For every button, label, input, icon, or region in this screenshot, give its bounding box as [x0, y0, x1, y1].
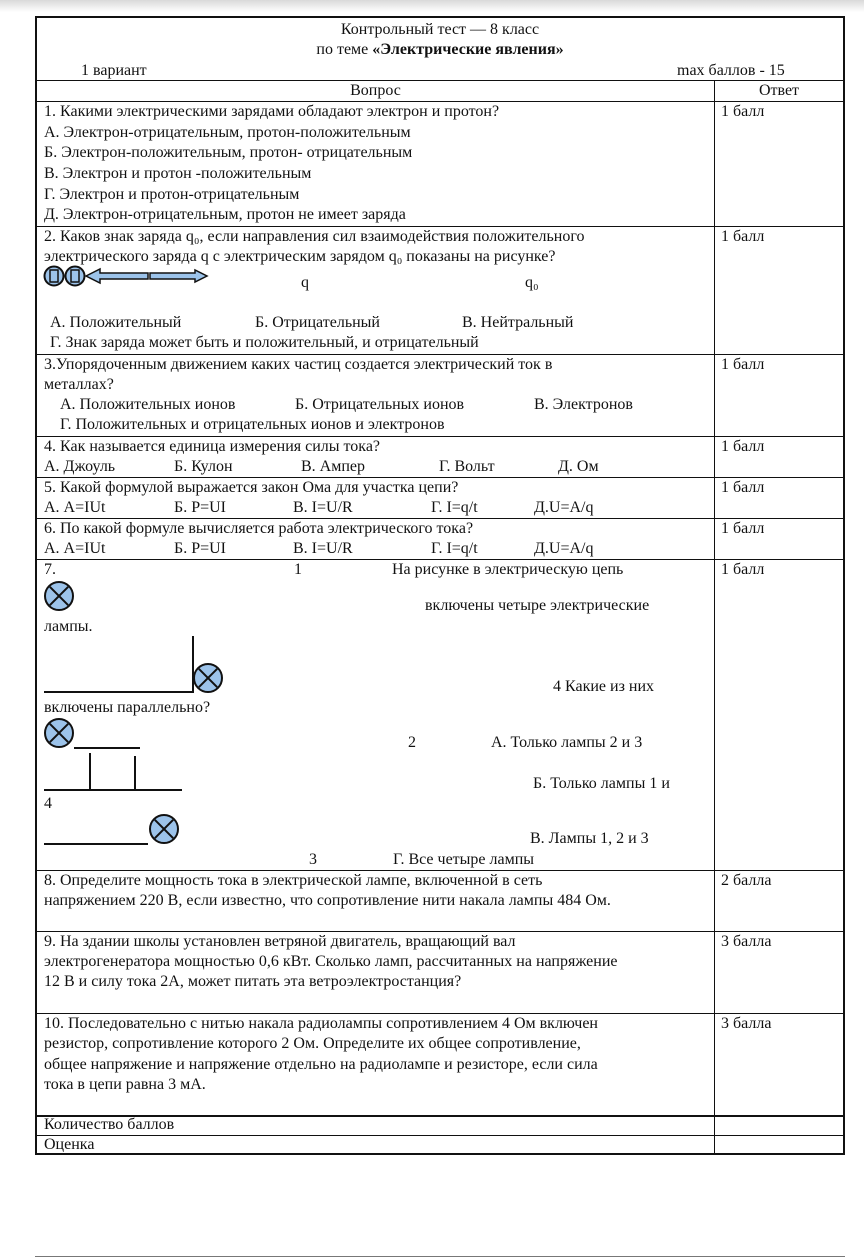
question-10-line-4: тока в цепи равна 3 мА. — [44, 1076, 206, 1093]
circuit-wire — [89, 753, 91, 789]
topic-prefix: по теме — [316, 41, 373, 58]
question-6-text: 6. По какой формуле вычисляется работа электрического тока? — [44, 520, 474, 537]
total-score-label: Количество баллов — [44, 1116, 175, 1133]
question-4-option-e: Д. Ом — [558, 458, 599, 475]
column-divider — [714, 80, 715, 1153]
divider — [37, 1135, 843, 1136]
question-2-line-2: электрического заряда q с электрическим зарядом q₀ показаны на рисунке? — [44, 248, 556, 265]
question-3-line-1: 3.Упорядоченным движением каких частиц создается электрический ток в — [44, 356, 553, 373]
question-2-option-c: В. Нейтральный — [462, 314, 574, 331]
question-7-number: 7. — [44, 561, 56, 578]
question-5-score: 1 балл — [721, 479, 765, 496]
question-1-text: 1. Какими электрическими зарядами обладают электрон и протон? — [44, 103, 500, 120]
question-9-line-2: электрогенератора мощностью 0,6 кВт. Сколько ламп, рассчитанных на напряжение — [44, 953, 618, 970]
question-5-text: 5. Какой формулой выражается закон Ома для участка цепи? — [44, 479, 459, 496]
question-4-score: 1 балл — [721, 438, 765, 455]
question-4-option-a: А. Джоуль — [44, 458, 116, 475]
question-5-option-c: В. I=U/R — [293, 499, 353, 516]
circuit-wire — [44, 843, 148, 845]
question-2-option-d: Г. Знак заряда может быть и положительный, и отрицательный — [50, 334, 479, 351]
circuit-wire — [74, 747, 140, 749]
question-2-option-b: Б. Отрицательный — [255, 314, 380, 331]
question-7-score: 1 балл — [721, 561, 765, 578]
question-8-line-1: 8. Определите мощность тока в электрической лампе, включенной в сеть — [44, 872, 543, 889]
question-4-option-d: Г. Вольт — [439, 458, 495, 475]
question-3-option-b: Б. Отрицательных ионов — [295, 396, 465, 413]
variant-label: 1 вариант — [81, 62, 147, 79]
question-7-option-d: Г. Все четыре лампы — [393, 851, 535, 868]
column-header-question: Вопрос — [350, 82, 401, 99]
question-3-option-d: Г. Положительных и отрицательных ионов и электронов — [60, 416, 445, 433]
column-header-answer: Ответ — [758, 82, 800, 99]
lamp-2-icon — [44, 718, 74, 748]
question-6-option-c: В. I=U/R — [293, 540, 353, 557]
test-topic — [37, 40, 843, 61]
question-7-text-2: включены четыре электрические — [425, 597, 650, 614]
question-3-option-a: А. Положительных ионов — [60, 396, 236, 413]
page-top-shadow — [0, 0, 864, 12]
question-3-option-c: В. Электронов — [534, 396, 633, 413]
question-8-line-2: напряжением 220 В, если известно, что сопротивление нити накала лампы 484 Ом. — [44, 892, 611, 909]
test-table — [35, 16, 845, 1155]
question-2-score: 1 балл — [721, 228, 765, 245]
question-7-option-a: А. Только лампы 2 и 3 — [491, 734, 643, 751]
question-10-line-2: резистор, сопротивление которого 2 Ом. Определите их общее сопротивление, — [44, 1035, 581, 1052]
question-6-option-a: А. A=IUt — [44, 540, 106, 557]
question-4-text: 4. Как называется единица измерения силы тока? — [44, 438, 381, 455]
question-7-option-c: В. Лампы 1, 2 и 3 — [530, 830, 649, 847]
circuit-wire — [134, 756, 136, 789]
question-6-option-d: Г. I=q/t — [431, 540, 478, 557]
question-10-score: 3 балла — [721, 1015, 772, 1032]
question-2-line-1: 2. Каков знак заряда q₀, если направления сил взаимодействия положительного — [44, 228, 585, 245]
question-7-text-1: На рисунке в электрическую цепь — [392, 561, 624, 578]
test-title: Контрольный тест — 8 класс — [340, 21, 540, 38]
question-1-option-e: Д. Электрон-отрицательным, протон не имеет заряда — [44, 206, 406, 223]
question-3-line-2: металлах? — [44, 376, 114, 393]
question-4-option-b: Б. Кулон — [174, 458, 233, 475]
lamp-1-label: 1 — [294, 561, 302, 578]
question-7-text-3: лампы. — [44, 618, 93, 635]
question-4-option-c: В. Ампер — [301, 458, 366, 475]
question-1-option-c: В. Электрон и протон -положительным — [44, 165, 312, 182]
label-q: q — [301, 274, 309, 291]
question-1-score: 1 балл — [721, 103, 765, 120]
question-7-text-4: 4 Какие из них — [553, 678, 655, 695]
lamp-1-icon — [44, 581, 74, 611]
question-9-score: 3 балла — [721, 933, 772, 950]
question-5-option-b: Б. P=UI — [174, 499, 226, 516]
question-1-option-a: А. Электрон-отрицательным, протон-положительным — [44, 124, 411, 141]
page-bottom-rule — [35, 1256, 845, 1257]
question-9-line-3: 12 В и силу тока 2А, может питать эта ветроэлектростанция? — [44, 973, 462, 990]
question-3-score: 1 балл — [721, 356, 765, 373]
topic-name: «Электрические явления» — [372, 41, 564, 58]
question-5-option-d: Г. I=q/t — [431, 499, 478, 516]
question-8-score: 2 балла — [721, 872, 772, 889]
grade-label: Оценка — [44, 1136, 95, 1153]
question-1-option-b: Б. Электрон-положительным, протон- отрицательным — [44, 144, 413, 161]
lamp-2-label: 2 — [408, 734, 416, 751]
question-7-text-5: включены параллельно? — [44, 699, 211, 716]
charges-force-diagram — [43, 264, 211, 288]
question-6-option-b: Б. P=UI — [174, 540, 226, 557]
lamp-4-icon — [193, 663, 223, 693]
question-9-line-1: 9. На здании школы установлен ветряной двигатель, вращающий вал — [44, 933, 516, 950]
circuit-wire — [44, 691, 194, 693]
question-7-option-b: Б. Только лампы 1 и — [533, 775, 670, 792]
label-q0: q₀ — [525, 274, 539, 291]
question-10-line-3: общее напряжение и напряжение отдельно на радиолампе и резисторе, если сила — [44, 1056, 598, 1073]
question-7-option-b-cont: 4 — [44, 795, 52, 812]
force-arrow-right — [150, 270, 207, 282]
question-5-option-a: А. A=IUt — [44, 499, 106, 516]
circuit-wire — [44, 789, 182, 791]
question-2-option-a: А. Положительный — [50, 314, 182, 331]
force-arrow-left — [86, 269, 148, 283]
question-5-option-e: Д.U=A/q — [534, 499, 594, 516]
lamp-3-icon — [149, 814, 179, 844]
question-1-option-d: Г. Электрон и протон-отрицательным — [44, 186, 300, 203]
max-score-label: max баллов - 15 — [677, 62, 785, 79]
lamp-3-label: 3 — [309, 851, 317, 868]
question-6-score: 1 балл — [721, 520, 765, 537]
question-6-option-e: Д.U=A/q — [534, 540, 594, 557]
question-10-line-1: 10. Последовательно с нитью накала радиолампы сопротивлением 4 Ом включен — [44, 1015, 598, 1032]
